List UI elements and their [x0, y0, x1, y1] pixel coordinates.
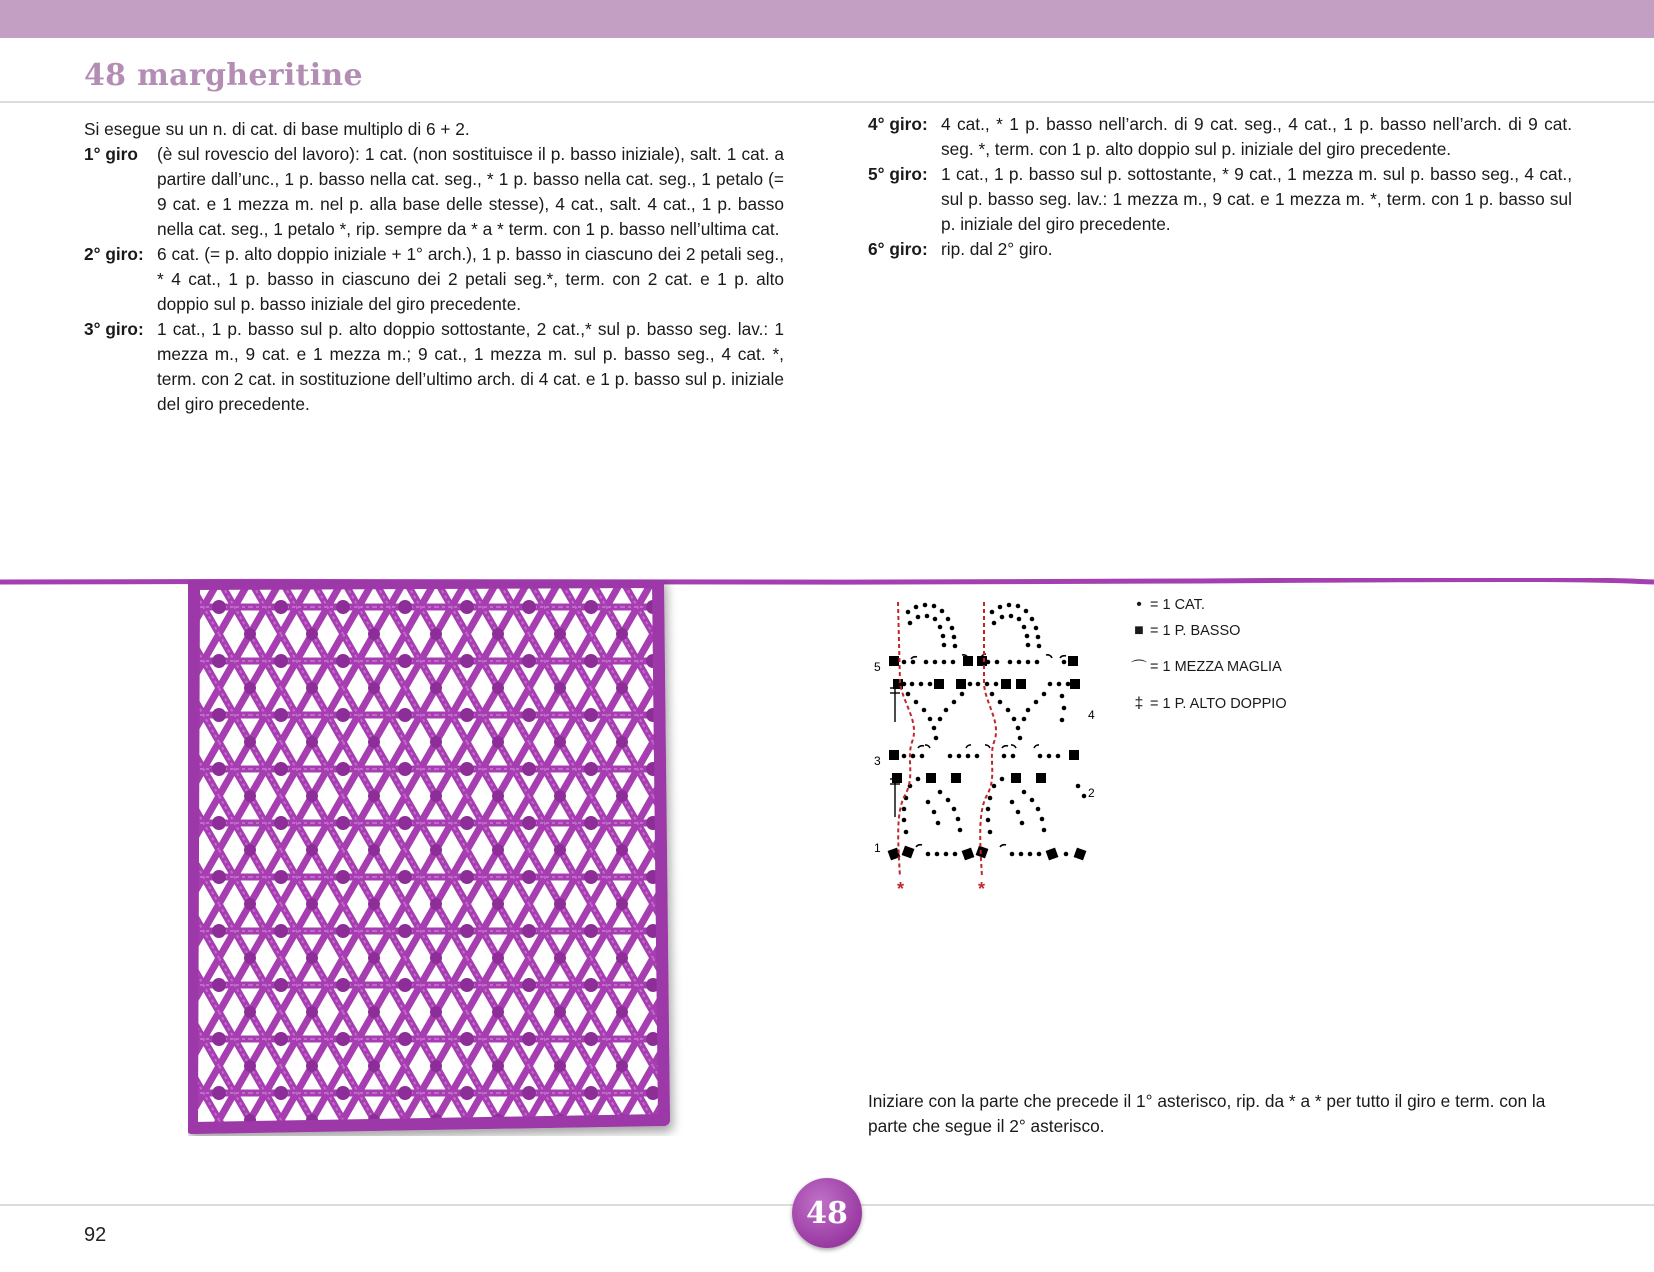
row-text: 4 cat., * 1 p. basso nell’arch. di 9 cat. seg., 4 cat., 1 p. basso nell’arch. di 9 cat. seg. *, term. con 1 p. alto doppio sul p. iniziale del giro precedente.	[941, 114, 1572, 159]
double-cross-icon: ‡	[1134, 695, 1144, 712]
row-label: 4° giro:	[868, 114, 928, 134]
square-icon: ■	[1134, 622, 1144, 639]
row-text: 6 cat. (= p. alto doppio iniziale + 1° arch.), 1 p. basso in ciascuno dei 2 petali seg., * 4 cat., 1 p. basso in ciascuno dei 2 petali seg.*, term. con 2 cat. e 1 p. alto doppio sul p. basso iniziale del giro precedente.	[157, 244, 784, 314]
row-2-instruction	[84, 242, 784, 317]
row-label: 2° giro:	[84, 244, 144, 264]
legend-item-mezza-maglia	[1128, 655, 1282, 678]
row-number-4: 4	[1088, 708, 1095, 722]
page-number: 92	[84, 1224, 107, 1246]
row-4-instruction	[868, 112, 1572, 162]
pattern-title: 48 margheritine	[84, 58, 363, 93]
row-6-instruction	[868, 237, 1572, 262]
legend-item-p-basso	[1128, 622, 1240, 640]
dot-icon: •	[1136, 596, 1142, 613]
chart-reading-note: Iniziare con la parte che precede il 1° asterisco, rip. da * a * per tutto il giro e term. con la parte che segue il 2° asterisco.	[868, 1091, 1546, 1136]
legend-item-alto-doppio	[1128, 695, 1287, 713]
row-text: rip. dal 2° giro.	[941, 239, 1053, 259]
title-divider	[0, 101, 1654, 103]
legend-label: = 1 P. ALTO DOPPIO	[1150, 696, 1287, 712]
row-number-3: 3	[874, 754, 881, 768]
row-5-instruction	[868, 162, 1572, 237]
row-label: 3° giro:	[84, 319, 144, 339]
row-label: 1° giro	[84, 144, 138, 164]
pattern-number-badge	[792, 1178, 862, 1248]
row-label: 6° giro:	[868, 239, 928, 259]
row-number-1: 1	[874, 841, 881, 855]
badge-number: 48	[806, 1195, 848, 1231]
repeat-asterisk-left: *	[897, 879, 905, 899]
legend-label: = 1 CAT.	[1150, 597, 1205, 613]
legend-label: = 1 P. BASSO	[1150, 623, 1241, 639]
arc-icon: ⌒	[1130, 660, 1147, 677]
legend-item-cat	[1128, 596, 1205, 614]
instructions-left-column	[84, 117, 784, 417]
row-text: (è sul rovescio del lavoro): 1 cat. (non sostituisce il p. basso iniziale), salt. 1 cat. a partire dall’unc., 1 p. basso nella cat. seg., * 1 p. basso nella cat. seg., 1 petalo (= 9 cat. e 1 mezza m. nel p. alla base delle stesse), 4 cat., salt. 4 cat., 1 p. basso nella cat. seg., 1 petalo *, rip. sempre da * a * term. con 1 p. basso nell’ultima cat.	[157, 144, 784, 239]
row-1-instruction	[84, 142, 784, 242]
crochet-stitch-diagram	[866, 592, 1121, 902]
top-color-band	[0, 0, 1654, 38]
intro-text: Si esegue su un n. di cat. di base multiplo di 6 + 2.	[84, 119, 470, 139]
repeat-asterisk-right: *	[978, 879, 986, 899]
row-3-instruction	[84, 317, 784, 417]
crochet-swatch-image	[188, 580, 684, 1136]
row-text: 1 cat., 1 p. basso sul p. sottostante, * 9 cat., 1 mezza m. sul p. basso seg., 4 cat., sul p. basso seg. lav.: 1 mezza m., 9 cat. e 1 mezza m. *, term. con 1 p. basso sul p. iniziale del giro precedente.	[941, 164, 1572, 234]
instructions-right-column	[868, 112, 1572, 262]
legend-label: = 1 MEZZA MAGLIA	[1150, 658, 1282, 675]
row-label: 5° giro:	[868, 164, 928, 184]
row-number-2: 2	[1088, 786, 1095, 800]
row-text: 1 cat., 1 p. basso sul p. alto doppio sottostante, 2 cat.,* sul p. basso seg. lav.: 1 mezza m., 9 cat. e 1 mezza m.; 9 cat., 1 mezza m. sul p. basso seg., 4 cat. *, term. con 2 cat. in sostituzione dell’ultimo arch. di 4 cat. e 1 p. basso sul p. iniziale del giro precedente.	[157, 319, 784, 414]
row-number-5: 5	[874, 660, 881, 674]
